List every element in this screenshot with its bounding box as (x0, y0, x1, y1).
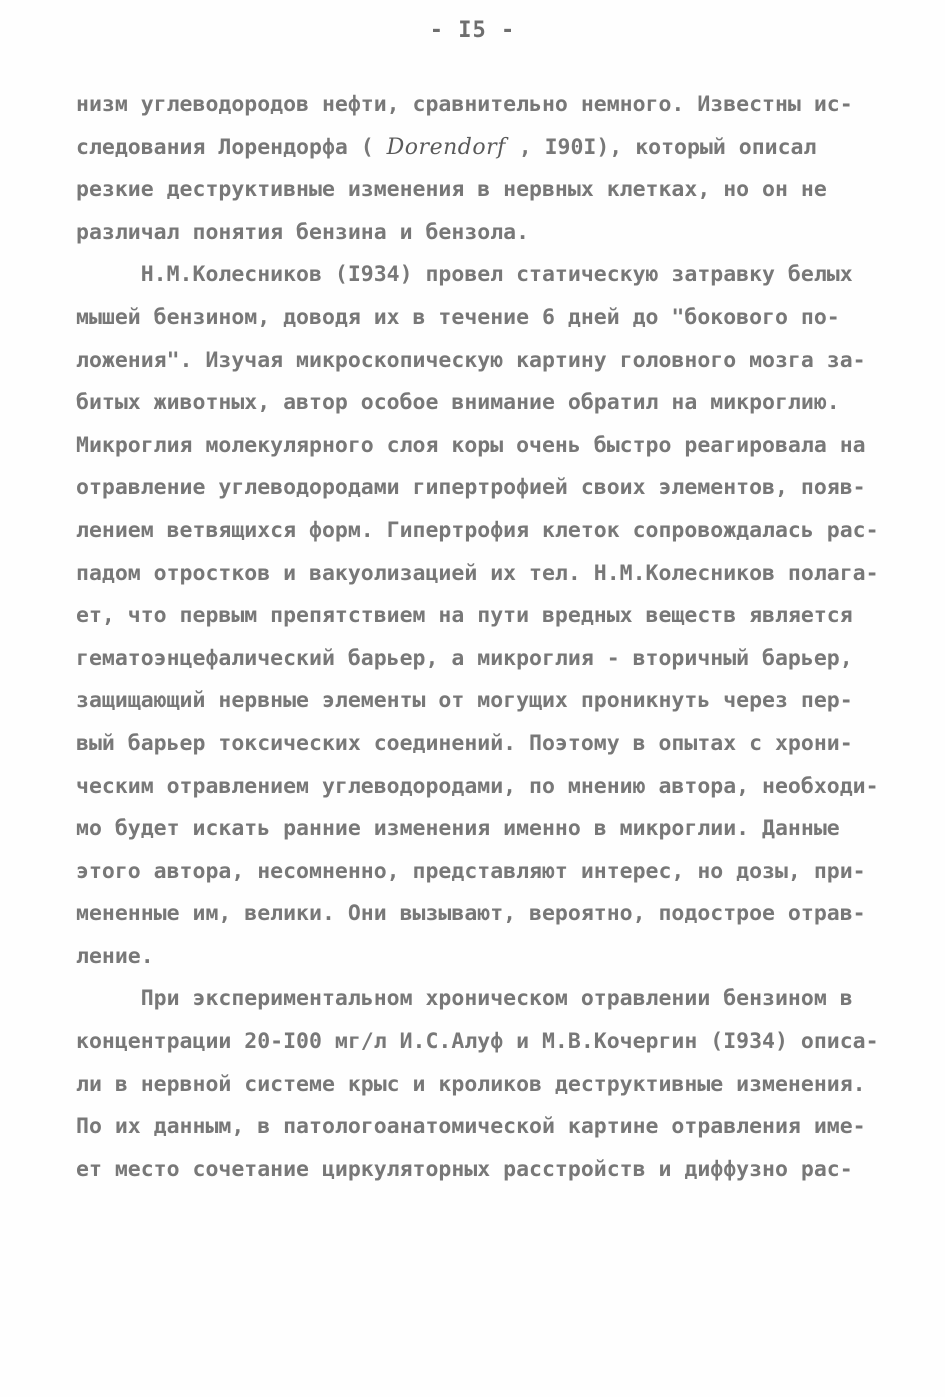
text-line: ли в нервной системе крыс и кроликов деструктивные изменения. (76, 1071, 866, 1097)
text-line-end: , I90I), который описал (505, 134, 817, 160)
text-line: мышей бензином, доводя их в течение 6 дней до "бокового по- (76, 304, 840, 330)
text-line: мо будет искать ранние изменения именно в микроглии. Данные (76, 816, 840, 842)
text-line: Микроглия молекулярного слоя коры очень быстро реагировала на (76, 432, 866, 458)
paragraph-3 (76, 978, 879, 1191)
text-line-with-handwriting (76, 127, 876, 170)
text-line: резкие деструктивные изменения в нервных клетках, но он не (76, 177, 827, 203)
page-number: - I5 - (429, 18, 516, 43)
text-line: гематоэнцефалический барьер, а микроглия - вторичный барьер, (76, 645, 853, 671)
text-line: низм углеводородов нефти, сравнительно немного. Известны ис- (76, 92, 853, 117)
text-line: вый барьер токсических соединений. Поэтому в опытах с хрони- (76, 730, 853, 756)
text-line: битых животных, автор особое внимание обратил на микроглию. (76, 390, 840, 416)
text-line: защищающий нервные элементы от могущих проникнуть через пер- (76, 688, 853, 714)
text-line: ческим отравлением углеводородами, по мнению автора, необходи- (76, 773, 879, 799)
paragraph-1 (76, 84, 876, 254)
text-line: этого автора, несомненно, представляют интерес, но дозы, при- (76, 858, 866, 884)
text-line: лением ветвящихся форм. Гипертрофия клеток сопровождалась рас- (76, 517, 879, 543)
text-line: ет место сочетание циркуляторных расстройств и диффузно рас- (76, 1156, 853, 1182)
paragraph-2 (76, 254, 879, 978)
text-line: концентрации 20-I00 мг/л И.С.Алуф и М.В.Кочергин (I934) описа- (76, 1029, 879, 1055)
text-line: мененные им, велики. Они вызывают, вероятно, подострое отрав- (76, 901, 866, 927)
text-line-start: следования Лорендорфа ( (76, 134, 387, 160)
text-line: ложения". Изучая микроскопическую картину головного мозга за- (76, 347, 866, 373)
text-line: При экспериментальном хроническом отравлении бензином в (76, 986, 853, 1012)
text-line: Н.М.Колесников (I934) провел статическую затравку белых (76, 262, 853, 288)
text-line: ление. (76, 943, 154, 969)
text-line: различал понятия бензина и бензола. (76, 219, 530, 245)
handwritten-insert: Dorendorf (386, 134, 506, 160)
body-text (76, 84, 879, 1191)
text-line: отравление углеводородами гипертрофией своих элементов, появ- (76, 475, 866, 501)
text-line: ет, что первым препятствием на пути вредных веществ является (76, 603, 853, 629)
text-line: падом отростков и вакуолизацией их тел. Н.М.Колесников полага- (76, 560, 879, 586)
text-line: По их данным, в патологоанатомической картине отравления име- (76, 1114, 866, 1140)
